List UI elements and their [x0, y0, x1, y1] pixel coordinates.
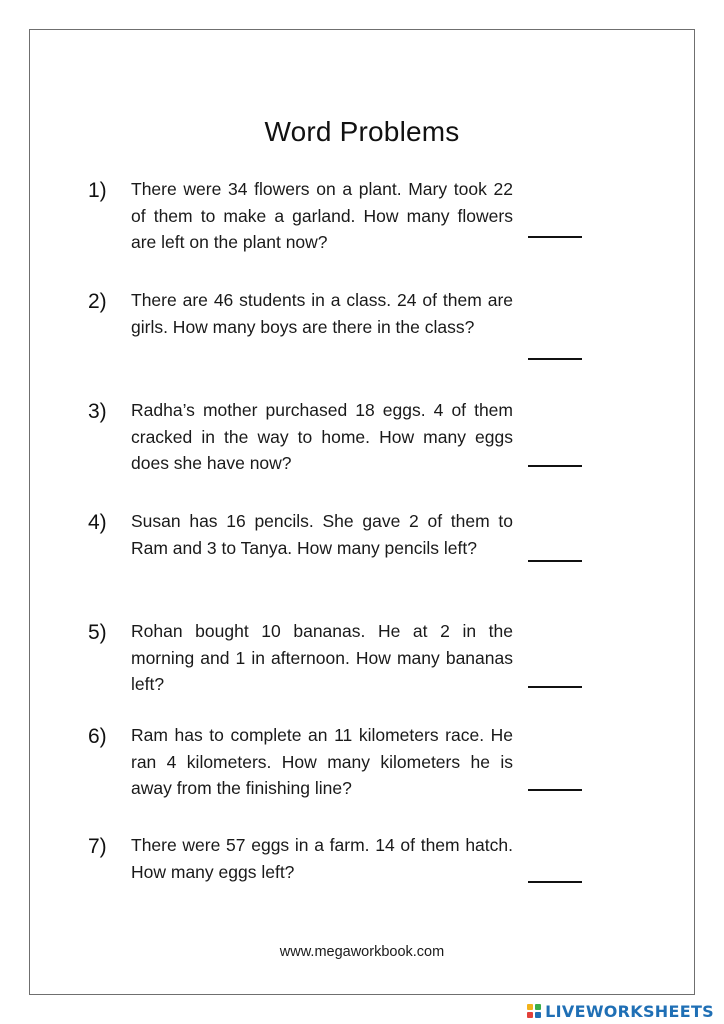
answer-blank[interactable] — [528, 560, 582, 562]
problem-number: 1) — [88, 179, 107, 202]
liveworksheets-logo-icon — [527, 1004, 541, 1018]
problem-text: Susan has 16 pencils. She gave 2 of them to Ram and 3 to Tanya. How many pencils left? — [131, 511, 513, 558]
problem-number: 6) — [88, 725, 107, 748]
problem-number: 5) — [88, 621, 107, 644]
problem-number: 4) — [88, 511, 107, 534]
answer-blank[interactable] — [528, 236, 582, 238]
liveworksheets-wordmark: LIVEWORKSHEETS — [545, 1001, 714, 1021]
problem-text: There were 57 eggs in a farm. 14 of them hatch. How many eggs left? — [131, 835, 513, 882]
problem-text: There are 46 students in a class. 24 of them are girls. How many boys are there in the class? — [131, 290, 513, 337]
answer-blank[interactable] — [528, 465, 582, 467]
answer-blank[interactable] — [528, 789, 582, 791]
answer-blank[interactable] — [528, 881, 582, 883]
worksheet-title: Word Problems — [264, 116, 460, 147]
problem-text: There were 34 flowers on a plant. Mary took 22 of them to make a garland. How many flowers are left on the plant now? — [131, 179, 513, 252]
problem-number: 3) — [88, 400, 107, 423]
problem-text: Ram has to complete an 11 kilometers race. He ran 4 kilometers. How many kilometers he is away from the finishing line? — [131, 725, 513, 798]
problem-number: 7) — [88, 835, 107, 858]
answer-blank[interactable] — [528, 358, 582, 360]
problem-text: Rohan bought 10 bananas. He at 2 in the morning and 1 in afternoon. How many bananas left? — [131, 621, 513, 694]
logo-square-blue — [535, 1012, 541, 1018]
logo-square-red — [527, 1012, 533, 1018]
footer-website: www.megaworkbook.com — [279, 944, 445, 960]
problem-number: 2) — [88, 290, 107, 313]
logo-square-yellow — [527, 1004, 533, 1010]
liveworksheets-watermark — [527, 1001, 714, 1021]
problem-text: Radha’s mother purchased 18 eggs. 4 of them cracked in the way to home. How many eggs does she have now? — [131, 400, 513, 473]
answer-blank[interactable] — [528, 686, 582, 688]
logo-square-green — [535, 1004, 541, 1010]
